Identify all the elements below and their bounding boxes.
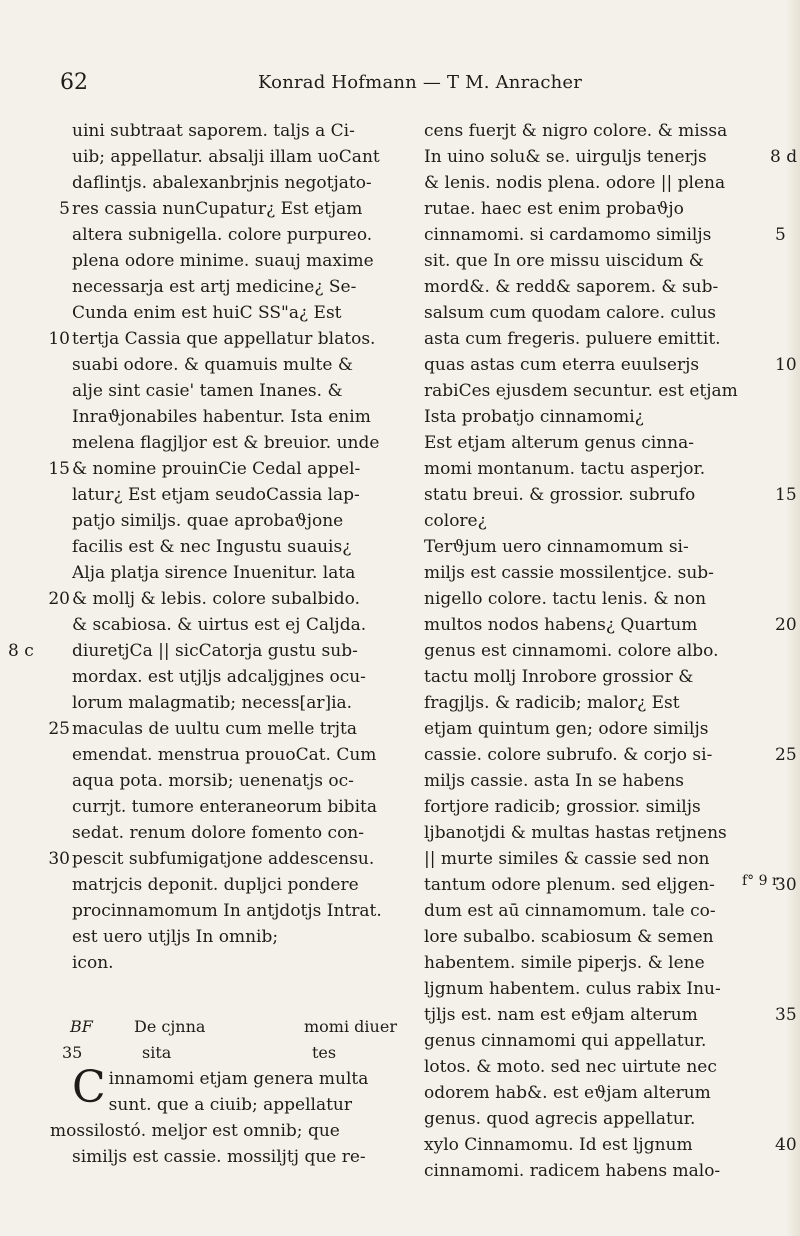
line-number: 25 <box>48 719 70 739</box>
text-line: Ista probatjo cinnamomi¿ <box>424 407 644 427</box>
text-line: fortjore radicib; grossior. similjs <box>424 797 701 817</box>
text-line: facilis est & nec Ingustu suauis¿ <box>72 537 352 557</box>
text-line: pescit subfumigatjone addescensu. <box>72 849 375 869</box>
text-line: & mollj & lebis. colore subalbido. <box>72 589 361 609</box>
drop-cap: C <box>72 1062 106 1113</box>
line-number: 15 <box>775 485 797 505</box>
text-line: Alja platja sirence Inuenitur. lata <box>72 563 356 583</box>
text-line: ljgnum habentem. culus rabix Inu- <box>424 979 721 999</box>
text-line: genus cinnamomi qui appellatur. <box>424 1031 707 1051</box>
text-line: rutae. haec est enim probaϑjo <box>424 199 684 219</box>
text-line: latur¿ Est etjam seudoCassia lap- <box>72 485 360 505</box>
line-number: 15 <box>48 459 70 479</box>
text-line: multos nodos habens¿ Quartum <box>424 615 698 635</box>
text-line: rabiCes ejusdem secuntur. est etjam <box>424 381 738 401</box>
text-line: genus est cinnamomi. colore albo. <box>424 641 719 661</box>
heading-line-number: 35 <box>62 1043 83 1062</box>
text-line: quas astas cum eterra euulserjs <box>424 355 700 375</box>
text-line: etjam quintum gen; odore similjs <box>424 719 709 739</box>
page-number: 62 <box>60 70 88 95</box>
text-line: necessarja est artj medicine¿ Se- <box>72 277 357 297</box>
text-line: & lenis. nodis plena. odore || plena <box>424 173 726 193</box>
text-line: icon. <box>72 953 114 973</box>
drop-line: sunt. que a ciuib; appellatur <box>108 1095 353 1115</box>
text-line: est uero utjljs In omnib; <box>72 927 279 947</box>
text-line: melena flagjljor est & breuior. unde <box>72 433 380 453</box>
text-line: cassie. colore subrufo. & corjo si- <box>424 745 713 765</box>
text-line: asta cum fregeris. puluere emittit. <box>424 329 721 349</box>
text-line: & nomine prouinCie Cedal appel- <box>72 459 361 479</box>
text-line: || murte similes & cassie sed non <box>424 849 710 869</box>
text-line: matrjcis deponit. dupljci pondere <box>72 875 359 895</box>
right-text-block <box>424 118 774 1184</box>
text-line: suabi odore. & quamuis multe & <box>72 355 353 375</box>
text-line: miljs est cassie mossilentjce. sub- <box>424 563 714 583</box>
left-text-block <box>72 118 422 976</box>
text-line: cinnamomi. si cardamomo similjs <box>424 225 712 245</box>
section-heading <box>62 1014 422 1066</box>
line-number: 30 <box>48 849 70 869</box>
text-line: currjt. tumore enteraneorum bibita <box>72 797 377 817</box>
text-line: sit. que In ore missu uiscidum & <box>424 251 704 271</box>
text-line: sedat. renum dolore fomento con- <box>72 823 365 843</box>
text-line: plena odore minime. suauj maxime <box>72 251 374 271</box>
text-line: dum est aū cinnamomum. tale co- <box>424 901 716 921</box>
line-number: 5 <box>59 199 70 219</box>
drop-cap-paragraph <box>50 1062 422 1144</box>
margin-note-folio: f° 9 r <box>742 873 779 889</box>
page-header <box>0 70 800 100</box>
line-number: 20 <box>48 589 70 609</box>
text-line: genus. quod agrecis appellatur. <box>424 1109 696 1129</box>
drop-line: mossilostό. meljor est omnib; que <box>50 1121 340 1141</box>
text-line: diuretjCa || sicCatorja gustu sub- <box>72 641 358 661</box>
text-line: odorem hab&. est eϑjam alterum <box>424 1083 711 1103</box>
text-line: ljbanotjdi & multas hastas retjnens <box>424 823 727 843</box>
text-line: colore¿ <box>424 511 487 531</box>
heading-title-c: momi diuer <box>304 1017 397 1036</box>
text-line: patjo similjs. quae aprobaϑjone <box>72 511 344 531</box>
text-line: Inraϑjonabiles habentur. Ista enim <box>72 407 371 427</box>
line-number: 20 <box>775 615 797 635</box>
text-line: salsum cum quodam calore. culus <box>424 303 716 323</box>
text-line: xylo Cinnamomu. Id est ljgnum <box>424 1135 693 1155</box>
line-number: 25 <box>775 745 797 765</box>
text-line: fragjljs. & radicib; malor¿ Est <box>424 693 680 713</box>
text-line: res cassia nunCupatur¿ Est etjam <box>72 199 363 219</box>
text-line: similjs est cassie. mossiljtj que re- <box>72 1147 366 1167</box>
heading-title-d: tes <box>312 1043 337 1062</box>
text-line: tantum odore plenum. sed eljgen- <box>424 875 715 895</box>
text-line: maculas de uultu cum melle trjta <box>72 719 357 739</box>
line-number: 5 <box>775 225 786 245</box>
running-head: Konrad Hofmann — T M. Anracher <box>258 72 583 93</box>
margin-note-8d: 8 d <box>770 147 798 167</box>
text-line: tjljs est. nam est eϑjam alterum <box>424 1005 698 1025</box>
line-number: 30 <box>775 875 797 895</box>
text-line: alje sint casie' tamen Inanes. & <box>72 381 343 401</box>
text-line: tactu mollj Inrobore grossior & <box>424 667 694 687</box>
text-line: uini subtraat saporem. taljs a Ci- <box>72 121 355 141</box>
text-line: lorum malagmatib; necess[ar]ia. <box>72 693 353 713</box>
text-line: emendat. menstrua prouoCat. Cum <box>72 745 377 765</box>
text-line: habentem. simile piperjs. & lene <box>424 953 705 973</box>
text-line: In uino solu& se. uirguljs tenerjs <box>424 147 707 167</box>
line-number: 35 <box>775 1005 797 1025</box>
text-line: mord&. & redd& saporem. & sub- <box>424 277 719 297</box>
text-line: tertja Cassia que appellatur blatos. <box>72 329 376 349</box>
text-line: Est etjam alterum genus cinna- <box>424 433 694 453</box>
text-line: & scabiosa. & uirtus est ej Caljda. <box>72 615 367 635</box>
text-line: cinnamomi. radicem habens malo- <box>424 1161 721 1181</box>
text-line: Terϑjum uero cinnamomum si- <box>424 537 689 557</box>
text-line: uib; appellatur. absalji illam uoCant <box>72 147 380 167</box>
text-line: statu breui. & grossior. subrufo <box>424 485 696 505</box>
text-line: lore subalbo. scabiosum & semen <box>424 927 714 947</box>
text-line: miljs cassie. asta In se habens <box>424 771 684 791</box>
text-line: momi montanum. tactu asperjor. <box>424 459 706 479</box>
text-line: nigello colore. tactu lenis. & non <box>424 589 707 609</box>
heading-title-b: sita <box>142 1043 172 1062</box>
text-line: mordax. est utjljs adcaljgjnes ocu- <box>72 667 366 687</box>
drop-line: innamomi etjam genera multa <box>108 1069 369 1089</box>
line-number: 10 <box>48 329 70 349</box>
heading-title-a: De cjnna <box>134 1017 206 1036</box>
text-line: daflintjs. abalexanbrjnis negotjato- <box>72 173 372 193</box>
right-column <box>424 118 774 1184</box>
line-number: 40 <box>775 1135 797 1155</box>
margin-note-8c: 8 c <box>8 641 34 661</box>
text-line: cens fuerjt & nigro colore. & missa <box>424 121 728 141</box>
text-line: Cunda enim est huiC SS"a¿ Est <box>72 303 342 323</box>
text-line: lotos. & moto. sed nec uirtute nec <box>424 1057 717 1077</box>
heading-label-bf: BF <box>70 1017 93 1036</box>
text-line: procinnamomum In antjdotjs Intrat. <box>72 901 382 921</box>
line-number: 10 <box>775 355 797 375</box>
text-line: altera subnigella. colore purpureo. <box>72 225 373 245</box>
text-line: aqua pota. morsib; uenenatjs oc- <box>72 771 354 791</box>
